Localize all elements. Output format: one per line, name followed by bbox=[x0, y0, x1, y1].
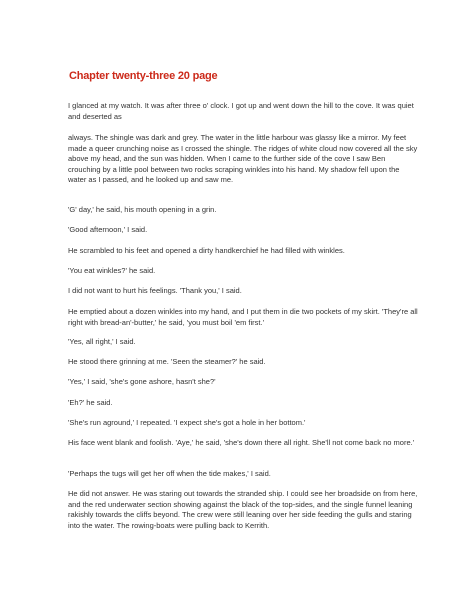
paragraph: 'Perhaps the tugs will get her off when the tide makes,' I said. bbox=[68, 469, 271, 478]
paragraph: 'Yes, all right,' I said. bbox=[68, 337, 136, 346]
paragraph: 'Good afternoon,' I said. bbox=[68, 225, 148, 234]
paragraph: 'Eh?' he said. bbox=[68, 398, 113, 407]
paragraph: He scrambled to his feet and opened a dirty handkerchief he had filled with winkles. bbox=[68, 246, 345, 255]
paragraph: I glanced at my watch. It was after three o' clock. I got up and went down the hill to the cove. It was quiet and deserted as bbox=[68, 101, 414, 121]
chapter-title: Chapter twenty-three 20 page bbox=[69, 70, 218, 82]
paragraph: always. The shingle was dark and grey. The water in the little harbour was glassy like a mirror. My feet made a queer crunching noise as I crossed the shingle. The ridges of white cloud now covered all the sky above my head, and the sun was hidden. When I came to the further side of the cove I saw Ben crouching by a little pool between two rocks scraping winkles into his hand. My shadow fell upon the water as I passed, and he looked up and saw me. bbox=[68, 133, 418, 185]
paragraph: 'G' day,' he said, his mouth opening in a grin. bbox=[68, 205, 217, 214]
paragraph: He did not answer. He was staring out towards the stranded ship. I could see her broadside on from here, and the red underwater section showing against the black of the top-sides, and the single funnel leaning rakishly towards the cliffs beyond. The crew were still leaning over her side feeding the gulls and staring into the water. The rowing-boats were pulling back to Kerrith. bbox=[68, 489, 418, 530]
paragraph: He stood there grinning at me. 'Seen the steamer?' he said. bbox=[68, 357, 266, 366]
paragraph: He emptied about a dozen winkles into my hand, and I put them in die two pockets of my skirt. 'They're all right with bread-an'-butter,' he said, 'you must boil 'em first.' bbox=[68, 307, 418, 327]
paragraph: 'Yes,' I said, 'she's gone ashore, hasn't she?' bbox=[68, 377, 216, 386]
paragraph: His face went blank and foolish. 'Aye,' he said, 'she's down there all right. She'll not come back no more.' bbox=[68, 438, 415, 447]
paragraph: I did not want to hurt his feelings. 'Thank you,' I said. bbox=[68, 286, 242, 295]
paragraph: 'You eat winkles?' he said. bbox=[68, 266, 156, 275]
paragraph: 'She's run aground,' I repeated. 'I expect she's got a hole in her bottom.' bbox=[68, 418, 306, 427]
